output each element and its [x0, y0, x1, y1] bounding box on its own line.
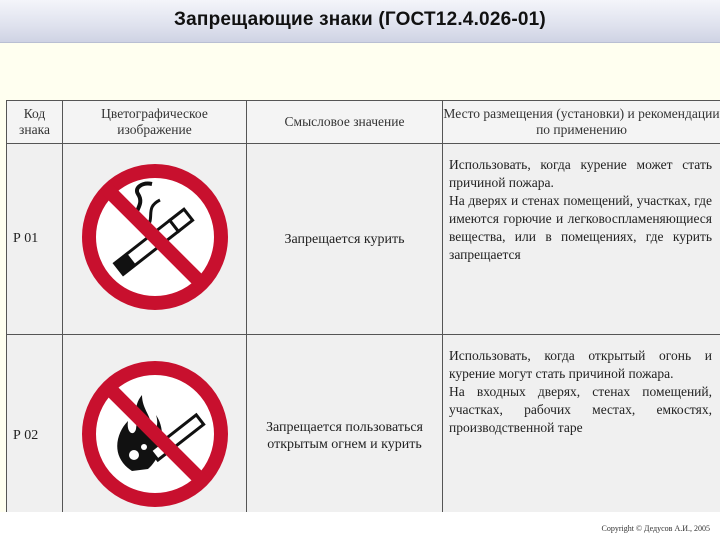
- no-open-flame-no-smoking-sign-icon: [80, 359, 230, 509]
- header-code: Код знака: [7, 101, 63, 144]
- header-recommendation: Место размещения (установки) и рекомендации по применению: [443, 101, 720, 144]
- sign-code: Р 01: [7, 144, 63, 335]
- title-bar: [0, 0, 720, 43]
- sign-meaning: Запрещается пользоваться открытым огнем и курить: [247, 335, 443, 513]
- signs-table-container: [6, 100, 720, 512]
- sign-recommendation: Использовать, когда открытый огонь и курение могут стать причиной пожара. На входных дверях, стенах помещений, участках, рабочих местах, емкостях, производственной таре: [443, 335, 720, 513]
- sign-recommendation: Использовать, когда курение может стать причиной пожара. На дверях и стенах помещений, участках, где имеются горючие и легковоспламеняющиеся вещества, или в помещениях, где курить запрещается: [443, 144, 720, 335]
- slide-title: Запрещающие знаки (ГОСТ12.4.026-01): [174, 9, 546, 30]
- header-image: Цветографическое изображение: [63, 101, 247, 144]
- table-row: [7, 335, 720, 513]
- sign-image-cell: [63, 144, 247, 335]
- no-smoking-sign-icon: [80, 162, 230, 312]
- table-header-row: [7, 101, 720, 144]
- copyright-notice: Copyright © Дедусов А.И., 2005: [601, 524, 710, 533]
- sign-meaning: Запрещается курить: [247, 144, 443, 335]
- sign-code: Р 02: [7, 335, 63, 513]
- signs-table: [6, 100, 720, 512]
- table-row: [7, 144, 720, 335]
- header-meaning: Смысловое значение: [247, 101, 443, 144]
- sign-image-cell: [63, 335, 247, 513]
